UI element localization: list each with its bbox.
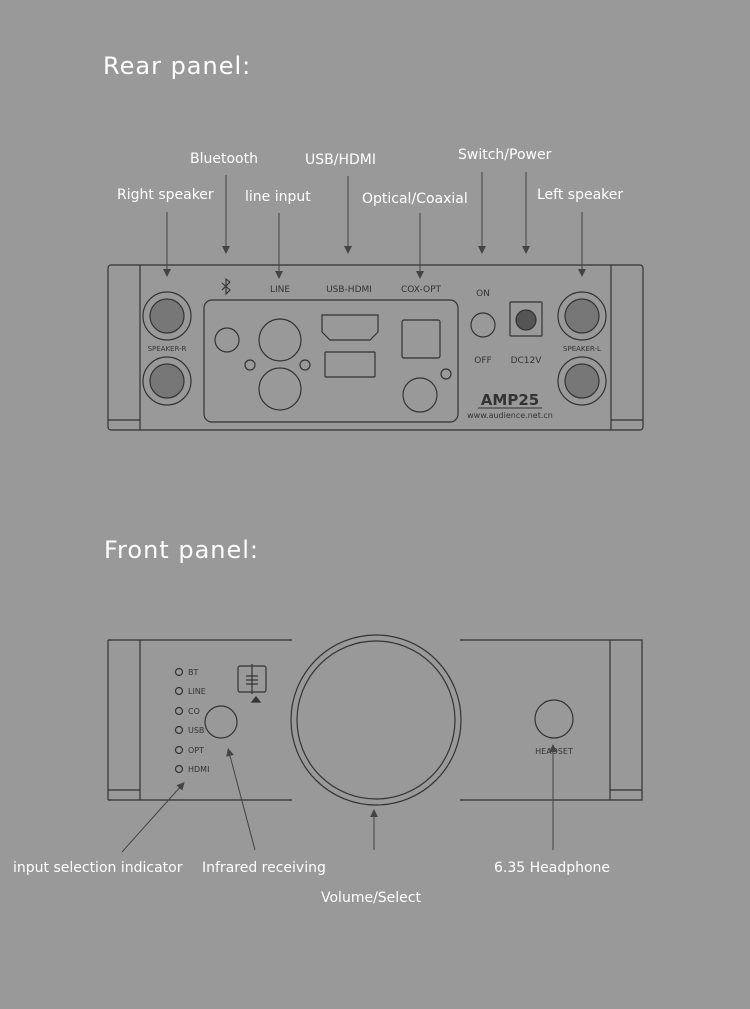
coaxial-port-icon xyxy=(403,378,437,412)
rear-text-cox-opt: COX-OPT xyxy=(400,285,442,295)
headset-jack-icon xyxy=(535,700,573,738)
indicator-hdmi: HDMI xyxy=(188,765,210,774)
usb-port-icon xyxy=(325,352,375,377)
optical-port-icon xyxy=(402,320,440,358)
label-line-input: line input xyxy=(245,189,311,205)
front-panel-device xyxy=(108,635,642,805)
volume-knob xyxy=(297,641,455,799)
label-bluetooth: Bluetooth xyxy=(190,151,258,167)
label-right-speaker: Right speaker xyxy=(117,187,214,203)
indicator-opt: OPT xyxy=(188,746,205,755)
indicator-list xyxy=(188,668,209,774)
line-jack-top-icon xyxy=(259,319,301,361)
front-panel-heading: Front panel: xyxy=(104,536,260,564)
label-volume-select: Volume/Select xyxy=(321,890,421,906)
label-switch-power: Switch/Power xyxy=(458,147,552,163)
indicator-co: CO xyxy=(188,707,200,716)
front-text-headset: HEADSET xyxy=(535,747,573,756)
rear-text-url: www.audience.net.cn xyxy=(467,411,553,420)
line-jack-bottom-icon xyxy=(259,368,301,410)
rear-text-off: OFF xyxy=(474,356,492,366)
rear-panel-heading: Rear panel: xyxy=(103,52,252,80)
bluetooth-port-icon xyxy=(215,328,239,352)
indicator-bt: BT xyxy=(188,668,199,677)
label-headphone: 6.35 Headphone xyxy=(494,860,611,876)
label-optical-coaxial: Optical/Coaxial xyxy=(362,191,468,207)
rear-text-line: LINE xyxy=(269,285,291,295)
rear-text-usb-hdmi: USB-HDMI xyxy=(326,285,372,295)
rear-callout-arrows xyxy=(167,172,582,275)
hdmi-port-icon xyxy=(322,315,378,340)
bluetooth-icon xyxy=(222,279,230,294)
rear-text-speaker-r: SPEAKER-R xyxy=(147,345,187,353)
rear-text-speaker-l: SPEAKER-L xyxy=(563,345,601,353)
indicator-line: LINE xyxy=(188,687,206,696)
power-switch-icon xyxy=(471,313,495,337)
label-usb-hdmi: USB/HDMI xyxy=(305,152,376,168)
infrared-receiver-icon xyxy=(205,706,237,738)
rear-text-on: ON xyxy=(476,289,490,299)
indicator-usb: USB xyxy=(188,726,205,735)
rear-text-model: AMP25 xyxy=(480,391,540,409)
rear-text-dc12v: DC12V xyxy=(510,356,542,366)
brand-logo-icon xyxy=(238,664,266,702)
label-input-selection-indicator: input selection indicator xyxy=(13,860,183,876)
volume-knob-outer xyxy=(291,635,461,805)
label-left-speaker: Left speaker xyxy=(537,187,624,203)
label-infrared-receiving: Infrared receiving xyxy=(202,860,326,876)
